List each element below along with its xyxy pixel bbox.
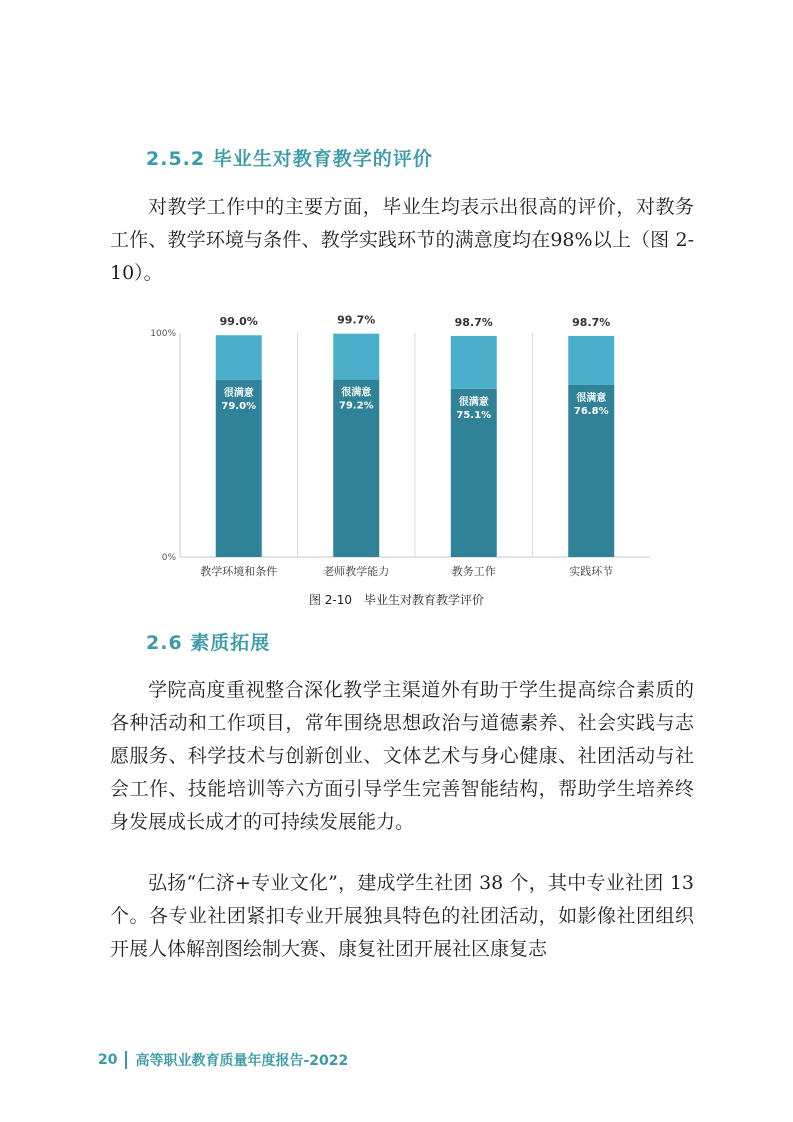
bar-total-label: 98.7% (454, 315, 493, 329)
bar-value-label: 76.8% (573, 405, 609, 417)
bar-series-label: 很满意 (458, 396, 489, 408)
bar-series-label: 很满意 (223, 388, 254, 400)
bar-series-label: 很满意 (341, 387, 372, 399)
bar-series-label: 很满意 (576, 392, 607, 404)
bar-segment-satisfied (333, 334, 379, 380)
bar-segment-satisfied (451, 336, 497, 389)
bar-total-label: 98.7% (572, 315, 611, 329)
figure-caption: 图 2-10 毕业生对教育教学评价 (308, 593, 485, 607)
page-footer (98, 1050, 348, 1070)
paragraph-quality-2: 弘扬“仁济+专业文化”，建成学生社团 38 个，其中专业社团 13 个。各专业社团紧扣专业开展独具特色的社团活动，如影像社团组织开展人体解剖图绘制大赛、康复社团开展社区康复志 (110, 872, 694, 960)
page-number: 20 (98, 1052, 118, 1068)
category-label: 实践环节 (569, 565, 614, 578)
bar-total-label: 99.7% (337, 313, 376, 327)
y-tick-label: 0% (161, 553, 176, 563)
section-heading-2-6: 2.6 素质拓展 (146, 632, 271, 654)
bar-value-label: 75.1% (456, 409, 492, 421)
bar-value-label: 79.2% (338, 400, 374, 412)
bar-segment-satisfied (216, 335, 262, 380)
paragraph-evaluation: 对教学工作中的主要方面，毕业生均表示出很高的评价，对教务工作、教学环境与条件、教学实践环节的满意度均在98%以上（图 2-10）。 (110, 196, 694, 284)
paragraph-quality-1: 学院高度重视整合深化教学主渠道外有助于学生提高综合素质的各种活动和工作项目，常年围绕思想政治与道德素养、社会实践与志愿服务、科学技术与创新创业、文体艺术与身心健康、社团活动与社会工作、技能培训等六方面引导学生完善智能结构，帮助学生培养终身发展成长成才的可持续发展能力。 (110, 679, 694, 833)
report-title: 高等职业教育质量年度报告-2022 (135, 1053, 349, 1069)
satisfaction-chart (150, 305, 660, 605)
bar-segment-satisfied (568, 336, 614, 385)
section-heading-2-5-2: 2.5.2 毕业生对教育教学的评价 (146, 148, 433, 170)
category-label: 老师教学能力 (323, 565, 390, 578)
y-tick-label: 100% (150, 329, 176, 339)
bar-total-label: 99.0% (219, 315, 258, 329)
category-label: 教学环境和条件 (200, 565, 278, 578)
bar-value-label: 79.0% (221, 401, 257, 413)
category-label: 教务工作 (451, 565, 496, 578)
footer-divider (125, 1051, 127, 1069)
